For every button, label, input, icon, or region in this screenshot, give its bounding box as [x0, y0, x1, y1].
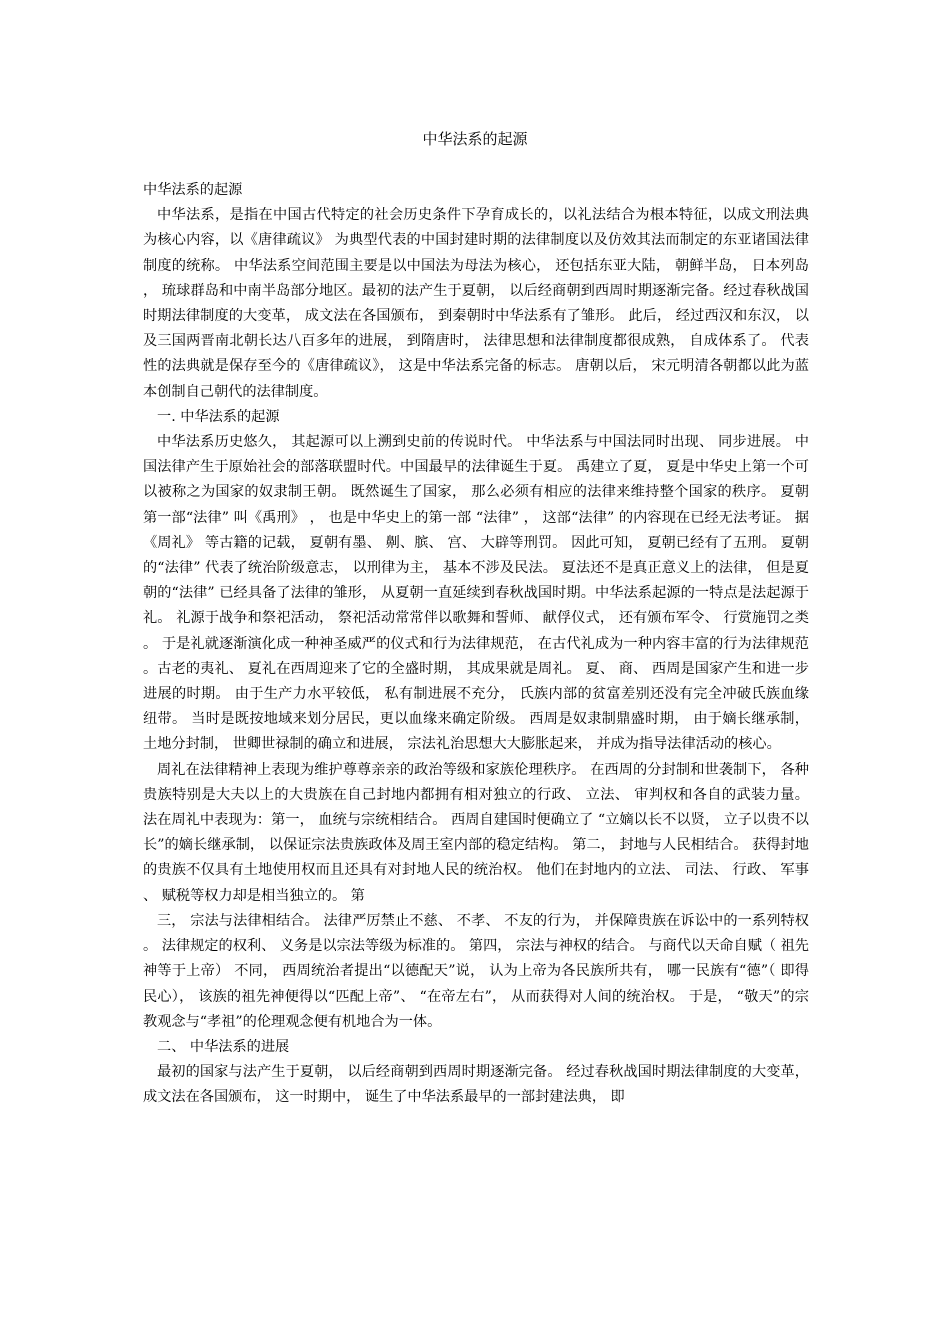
document-title: 中华法系的起源 — [422, 130, 528, 148]
origin-paragraph-2: 周礼在法律精神上表现为维护尊尊亲亲的政治等级和家族伦理秩序。 在西周的分封制和世袭制下， 各种贵族特别是大夫以上的大贵族在自己封地内都拥有相对独立的行政、 立法、 审判权和各自的武装力量。 法在周礼中表现为：第一， 血统与宗统相结合。 西周自建国时便确立了 “立嫡以长不以贤， 立子以贵不以长”的嫡长继承制， 以保证宗法贵族政体及周王室内部的稳定结构。 第二， 封地与人民相结合。 获得封地的贵族不仅具有土地使用权而且还具有对封地人民的统治权。 他们在封地内的立法、 司法、 行政、 军事、 赋税等权力却是相当独立的。 第 — [143, 761, 809, 904]
section-heading-origin: 一. 中华法系的起源 — [157, 408, 280, 425]
section-heading-development: 二、 中华法系的进展 — [157, 1038, 290, 1055]
document-body — [143, 178, 809, 1111]
origin-paragraph-3: 三， 宗法与法律相结合。 法律严厉禁止不慈、 不孝、 不友的行为， 并保障贵族在诉讼中的一系列特权。 法律规定的权利、 义务是以宗法等级为标准的。 第四， 宗法与神权的结合。 与商代以天命自赋（ 祖先神等于上帝） 不同， 西周统治者提出“以德配天”说， 认为上帝为各民族所共有， 哪一民族有“德”（ 即得民心）， 该族的祖先神便得以“匹配上帝”、 “在帝左右”， 从而获得对人间的统治权。 于是， “敬天”的宗教观念与“孝祖”的伦理观念便有机地合为一体。 — [143, 912, 809, 1030]
intro-paragraph: 中华法系，是指在中国古代特定的社会历史条件下孕育成长的，以礼法结合为根本特征，以成文刑法典为核心内容，以《唐律疏议》 为典型代表的中国封建时期的法律制度以及仿效其法而制定的东亚诸国法律制度的统称。 中华法系空间范围主要是以中国法为母法为核心， 还包括东亚大陆， 朝鲜半岛， 日本列岛， 琉球群岛和中南半岛部分地区。最初的法产生于夏朝， 以后经商朝到西周时期逐渐完备。经过春秋战国时期法律制度的大变革， 成文法在各国颁布， 到秦朝时中华法系有了雏形。 此后， 经过西汉和东汉， 以及三国两晋南北朝长达八百多年的进展， 到隋唐时， 法律思想和法律制度都很成熟， 自成体系了。 代表性的法典就是保存至今的《唐律疏议》， 这是中华法系完备的标志。 唐朝以后， 宋元明清各朝都以此为蓝本创制自己朝代的法律制度。 — [143, 207, 809, 400]
development-paragraph-1: 最初的国家与法产生于夏朝， 以后经商朝到西周时期逐渐完备。 经过春秋战国时期法律制度的大变革， 成文法在各国颁布， 这一时期中， 诞生了中华法系最早的一部封建法典， 即 — [143, 1064, 809, 1106]
document-subtitle: 中华法系的起源 — [143, 182, 243, 198]
origin-paragraph-1: 中华法系历史悠久， 其起源可以上溯到史前的传说时代。 中华法系与中国法同时出现、 同步进展。 中国法律产生于原始社会的部落联盟时代。中国最早的法律诞生于夏。 禹建立了夏， 夏是中华史上第一个可以被称之为国家的奴隶制王朝。 既然诞生了国家， 那么必须有相应的法律来维持整个国家的秩序。 夏朝第一部“法律” 叫《禹刑》 ， 也是中华史上的第一部 “法律” ， 这部“法律” 的内容现在已经无法考证。 据《周礼》 等古籍的记载， 夏朝有墨、 劓、膑、 宫、 大辟等刑罚。 因此可知， 夏朝已经有了五刑。 夏朝的“法律” 代表了统治阶级意志， 以刑律为主， 基本不涉及民法。 夏法还不是真正意义上的法律， 但是夏朝的“法律” 已经具备了法律的雏形， 从夏朝一直延续到春秋战国时期。中华法系起源的一特点是法起源于礼。 礼源于战争和祭祀活动， 祭祀活动常常伴以歌舞和誓师、 献俘仪式， 还有颁布军令、 行赏施罚之类。 于是礼就逐渐演化成一种神圣威严的仪式和行为法律规范， 在古代礼成为一种内容丰富的行为法律规范。古老的夷礼、 夏礼在西周迎来了它的全盛时期， 其成果就是周礼。 夏、 商、 西周是国家产生和进一步进展的时期。 由于生产力水平较低， 私有制进展不充分， 氏族内部的贫富差别还没有完全冲破氏族血缘纽带。 当时是既按地域来划分居民，更以血缘来确定阶级。 西周是奴隶制鼎盛时期， 由于嫡长继承制， 土地分封制， 世卿世禄制的确立和进展， 宗法礼治思想大大膨胀起来， 并成为指导法律活动的核心。 — [143, 434, 809, 753]
